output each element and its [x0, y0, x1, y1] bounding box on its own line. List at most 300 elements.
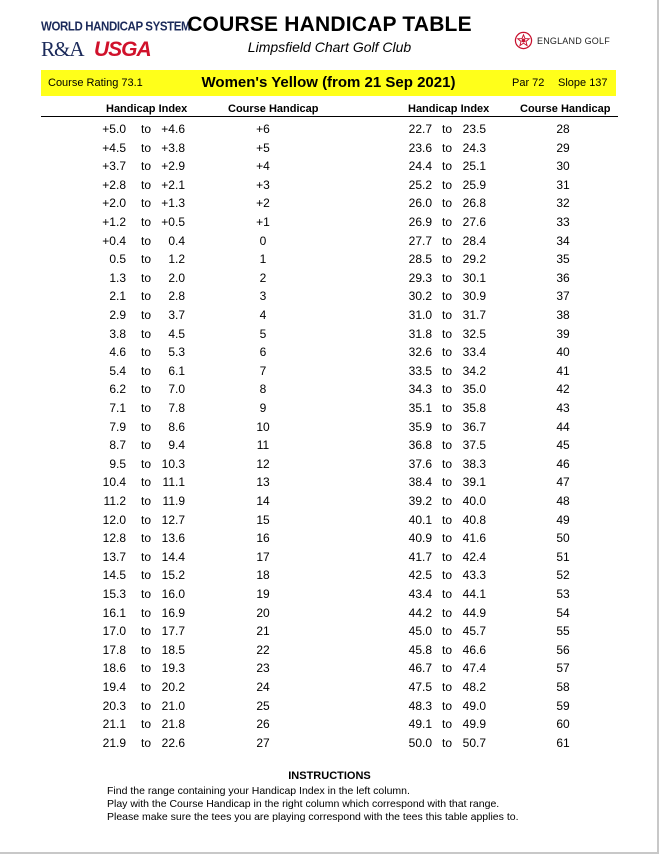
club-name: Limpsfield Chart Golf Club [247, 39, 412, 55]
course-handicap-value: 11 [256, 438, 270, 453]
index-high: 2.0 [168, 270, 185, 285]
index-low: +2.8 [102, 177, 126, 192]
course-handicap-value: 20 [256, 605, 270, 620]
course-handicap-value: 34 [556, 233, 570, 248]
to-word: to [441, 605, 452, 620]
table-row [0, 380, 659, 399]
index-high: +3.8 [161, 140, 185, 155]
index-high: 29.2 [462, 252, 486, 267]
to-word: to [140, 587, 151, 601]
index-low: 22.7 [408, 122, 432, 136]
index-high: 14.4 [161, 549, 185, 564]
index-high: 46.6 [462, 642, 486, 657]
table-row [0, 492, 659, 511]
instruction-line: Play with the Course Handicap in the right column which correspond with that range. [107, 798, 500, 810]
index-high: 28.4 [462, 233, 486, 248]
index-low: 33.5 [408, 363, 432, 378]
index-low: 10.4 [102, 475, 126, 490]
course-handicap-value: +5 [256, 140, 270, 155]
index-low: 4.6 [109, 345, 126, 360]
table-row [0, 473, 659, 492]
index-low: 17.8 [102, 642, 126, 657]
rose-icon [514, 31, 533, 50]
to-word: to [441, 140, 452, 155]
index-high: 0.4 [168, 233, 185, 248]
to-word: to [140, 419, 151, 434]
course-handicap-value: +6 [256, 122, 270, 136]
index-low: 42.5 [408, 568, 432, 583]
index-low: 26.0 [408, 196, 432, 211]
index-low: 18.6 [102, 661, 126, 676]
index-high: 30.1 [462, 270, 486, 285]
to-word: to [140, 363, 151, 378]
index-low: 28.5 [408, 252, 432, 267]
index-low: 7.9 [109, 419, 126, 434]
table-row [0, 362, 659, 381]
index-low: 6.2 [109, 382, 126, 397]
course-handicap-value: 51 [556, 549, 570, 564]
index-high: 43.3 [462, 568, 486, 583]
index-low: 47.5 [408, 680, 432, 694]
course-handicap-value: +2 [256, 196, 270, 211]
table-row [0, 306, 659, 325]
to-word: to [441, 382, 452, 397]
index-low: 35.1 [408, 401, 432, 415]
index-high: 15.2 [161, 568, 185, 583]
course-handicap-value: 58 [556, 680, 570, 694]
course-handicap-value: 54 [556, 605, 570, 620]
right-handicap-index-header: Handicap Index [408, 103, 490, 115]
index-low: 15.3 [102, 587, 126, 601]
index-high: +0.5 [161, 215, 185, 229]
course-handicap-value: 2 [259, 270, 267, 285]
course-handicap-value: 5 [259, 326, 267, 341]
index-high: 42.4 [462, 549, 486, 564]
to-word: to [441, 326, 452, 341]
instructions-title: INSTRUCTIONS [288, 770, 371, 782]
to-word: to [441, 735, 452, 750]
to-word: to [441, 252, 452, 267]
index-low: 12.0 [102, 512, 126, 527]
england-golf-text: ENGLAND GOLF [537, 36, 610, 46]
index-low: 26.9 [408, 215, 432, 229]
index-low: 25.2 [408, 177, 432, 192]
table-row [0, 269, 659, 288]
to-word: to [441, 401, 452, 415]
course-handicap-value: +1 [256, 215, 270, 229]
index-high: 16.0 [161, 587, 185, 601]
index-high: 34.2 [462, 363, 486, 378]
to-word: to [140, 531, 151, 546]
index-high: 32.5 [462, 326, 486, 341]
index-high: 35.0 [462, 382, 486, 397]
index-high: 10.3 [161, 456, 185, 471]
index-low: 14.5 [102, 568, 126, 583]
to-word: to [140, 382, 151, 397]
index-high: 7.8 [168, 401, 185, 415]
index-low: 2.1 [109, 289, 126, 304]
index-high: 21.8 [161, 717, 185, 732]
index-high: 2.8 [168, 289, 185, 304]
index-high: 22.6 [161, 735, 185, 750]
index-high: 38.3 [462, 456, 486, 471]
to-word: to [441, 475, 452, 490]
to-word: to [140, 345, 151, 360]
index-low: +5.0 [102, 122, 126, 136]
course-handicap-value: 48 [556, 494, 570, 508]
index-low: 1.3 [109, 270, 126, 285]
to-word: to [140, 177, 151, 192]
to-word: to [441, 531, 452, 546]
course-handicap-value: 22 [256, 642, 270, 657]
course-handicap-value: 12 [256, 456, 270, 471]
to-word: to [441, 363, 452, 378]
course-handicap-value: 35 [556, 252, 570, 267]
table-row [0, 548, 659, 567]
index-high: 40.8 [462, 512, 486, 527]
index-low: 31.0 [408, 308, 432, 322]
course-handicap-value: 50 [556, 531, 570, 546]
index-low: 45.0 [408, 624, 432, 639]
to-word: to [441, 233, 452, 248]
course-handicap-value: 43 [556, 401, 570, 415]
course-handicap-value: 45 [556, 438, 570, 453]
course-handicap-value: 21 [256, 624, 270, 639]
index-high: 36.7 [462, 419, 486, 434]
to-word: to [441, 587, 452, 601]
index-low: +1.2 [102, 215, 126, 229]
table-row [0, 715, 659, 734]
index-low: 46.7 [408, 661, 432, 676]
index-high: 11.1 [162, 475, 185, 490]
to-word: to [441, 345, 452, 360]
to-word: to [140, 642, 151, 657]
table-row [0, 697, 659, 716]
index-high: 23.5 [462, 122, 486, 136]
course-handicap-value: 0 [259, 233, 267, 248]
index-high: 49.0 [462, 698, 486, 713]
to-word: to [140, 568, 151, 583]
index-high: 44.9 [462, 605, 486, 620]
to-word: to [140, 401, 151, 415]
index-low: 38.4 [408, 475, 432, 490]
index-high: 48.2 [462, 680, 486, 694]
table-row [0, 120, 659, 139]
index-high: +1.3 [161, 196, 185, 211]
table-row [0, 250, 659, 269]
course-handicap-value: 25 [256, 698, 270, 713]
index-high: 27.6 [462, 215, 486, 229]
course-handicap-value: 23 [256, 661, 270, 676]
index-low: 21.1 [102, 717, 126, 732]
index-high: 3.7 [168, 308, 185, 322]
index-low: 44.2 [408, 605, 432, 620]
england-golf-logo [514, 31, 624, 53]
table-row [0, 157, 659, 176]
table-row [0, 511, 659, 530]
to-word: to [140, 512, 151, 527]
course-handicap-value: 28 [556, 122, 570, 136]
index-low: 20.3 [102, 698, 126, 713]
index-high: 4.5 [168, 326, 185, 341]
table-row [0, 399, 659, 418]
course-handicap-value: 29 [556, 140, 570, 155]
index-high: 13.6 [161, 531, 185, 546]
course-handicap-value: 6 [259, 345, 267, 360]
index-high: 21.0 [161, 698, 185, 713]
course-handicap-value: 39 [556, 326, 570, 341]
index-low: 16.1 [102, 605, 126, 620]
to-word: to [140, 122, 151, 136]
to-word: to [140, 308, 151, 322]
index-high: 19.3 [161, 661, 185, 676]
index-low: 49.1 [408, 717, 432, 732]
course-handicap-value: 8 [259, 382, 267, 397]
index-high: 33.4 [462, 345, 486, 360]
table-row [0, 343, 659, 362]
to-word: to [441, 289, 452, 304]
table-row [0, 622, 659, 641]
to-word: to [140, 717, 151, 732]
index-high: +2.9 [161, 159, 185, 174]
table-row [0, 194, 659, 213]
index-low: 8.7 [109, 438, 126, 453]
to-word: to [140, 326, 151, 341]
index-high: 8.6 [168, 419, 185, 434]
index-high: 45.7 [462, 624, 486, 639]
tee-name: Women's Yellow (from 21 Sep 2021) [201, 74, 456, 91]
to-word: to [140, 624, 151, 639]
index-high: 44.1 [462, 587, 486, 601]
usga-logo-text: USGA [94, 38, 151, 61]
to-word: to [140, 270, 151, 285]
index-low: 37.6 [408, 456, 432, 471]
index-low: 40.1 [408, 512, 432, 527]
course-rating: Course Rating 73.1 [48, 77, 143, 89]
to-word: to [140, 661, 151, 676]
index-low: 9.5 [109, 456, 126, 471]
table-row [0, 418, 659, 437]
course-handicap-value: 1 [259, 252, 267, 267]
index-high: 11.9 [162, 494, 185, 508]
to-word: to [140, 680, 151, 694]
ra-logo-text: R&A [41, 37, 84, 61]
to-word: to [441, 270, 452, 285]
index-low: 32.6 [408, 345, 432, 360]
course-handicap-value: 13 [256, 475, 270, 490]
to-word: to [441, 568, 452, 583]
index-high: 25.9 [462, 177, 486, 192]
to-word: to [140, 252, 151, 267]
index-high: 12.7 [161, 512, 185, 527]
course-handicap-value: 31 [556, 177, 570, 192]
to-word: to [140, 289, 151, 304]
index-high: 39.1 [462, 475, 486, 490]
index-low: 17.0 [102, 624, 126, 639]
slope: Slope 137 [558, 77, 608, 89]
index-high: 30.9 [462, 289, 486, 304]
index-low: +4.5 [102, 140, 126, 155]
index-low: 35.9 [408, 419, 432, 434]
course-handicap-value: 19 [256, 587, 270, 601]
index-high: 1.2 [168, 252, 185, 267]
to-word: to [441, 122, 452, 136]
to-word: to [140, 456, 151, 471]
course-handicap-value: 16 [256, 531, 270, 546]
index-low: 0.5 [109, 252, 126, 267]
index-low: +3.7 [102, 159, 126, 174]
index-low: 29.3 [408, 270, 432, 285]
index-low: 45.8 [408, 642, 432, 657]
index-low: 24.4 [408, 159, 432, 174]
to-word: to [140, 475, 151, 490]
to-word: to [441, 177, 452, 192]
course-handicap-value: 47 [556, 475, 570, 490]
index-high: +2.1 [161, 177, 185, 192]
course-handicap-value: 61 [556, 735, 570, 750]
course-handicap-value: 18 [256, 568, 270, 583]
index-low: 2.9 [109, 308, 126, 322]
to-word: to [140, 735, 151, 750]
to-word: to [441, 438, 452, 453]
index-high: 25.1 [462, 159, 486, 174]
table-row [0, 213, 659, 232]
course-handicap-value: 30 [556, 159, 570, 174]
index-low: 30.2 [408, 289, 432, 304]
table-row [0, 455, 659, 474]
to-word: to [140, 215, 151, 229]
index-high: +4.6 [161, 122, 185, 136]
course-handicap-value: +3 [256, 177, 270, 192]
course-handicap-value: 24 [256, 680, 270, 694]
index-high: 40.0 [462, 494, 486, 508]
index-low: 34.3 [408, 382, 432, 397]
index-high: 24.3 [462, 140, 486, 155]
right-course-handicap-header: Course Handicap [520, 103, 611, 115]
to-word: to [441, 308, 452, 322]
index-low: 5.4 [109, 363, 126, 378]
to-word: to [140, 605, 151, 620]
table-row [0, 139, 659, 158]
table-row [0, 436, 659, 455]
index-high: 7.0 [168, 382, 185, 397]
to-word: to [140, 196, 151, 211]
table-row [0, 566, 659, 585]
index-low: 40.9 [408, 531, 432, 546]
to-word: to [441, 717, 452, 732]
index-high: 41.6 [462, 531, 486, 546]
index-low: 3.8 [109, 326, 126, 341]
index-low: 48.3 [408, 698, 432, 713]
course-handicap-value: 9 [259, 401, 267, 415]
page-title: COURSE HANDICAP TABLE [187, 13, 472, 36]
index-high: 18.5 [161, 642, 185, 657]
index-high: 47.4 [462, 661, 486, 676]
course-handicap-value: 49 [556, 512, 570, 527]
index-high: 9.4 [168, 438, 185, 453]
instruction-line: Please make sure the tees you are playing correspond with the tees this table applies to. [107, 811, 519, 823]
course-handicap-value: 36 [556, 270, 570, 285]
whs-logo-text: WORLD HANDICAP SYSTEM [41, 20, 191, 34]
course-handicap-value: 59 [556, 698, 570, 713]
course-handicap-value: 60 [556, 717, 570, 732]
table-row [0, 232, 659, 251]
course-handicap-value: 15 [256, 512, 270, 527]
index-low: +2.0 [102, 196, 126, 211]
to-word: to [140, 438, 151, 453]
table-row [0, 585, 659, 604]
index-low: 41.7 [408, 549, 432, 564]
course-handicap-value: 26 [256, 717, 270, 732]
index-low: 39.2 [408, 494, 432, 508]
to-word: to [441, 642, 452, 657]
index-low: 31.8 [408, 326, 432, 341]
instruction-line: Find the range containing your Handicap Index in the left column. [107, 785, 410, 797]
table-row [0, 529, 659, 548]
to-word: to [441, 549, 452, 564]
index-high: 6.1 [168, 363, 185, 378]
to-word: to [140, 140, 151, 155]
to-word: to [441, 215, 452, 229]
tee-info-band [41, 70, 616, 96]
index-low: 36.8 [408, 438, 432, 453]
par: Par 72 [512, 77, 545, 89]
index-high: 20.2 [161, 680, 185, 694]
to-word: to [441, 698, 452, 713]
index-high: 26.8 [462, 196, 486, 211]
course-handicap-value: 56 [556, 642, 570, 657]
index-high: 35.8 [462, 401, 486, 415]
index-low: 27.7 [408, 233, 432, 248]
course-handicap-value: 41 [556, 363, 570, 378]
index-high: 49.9 [462, 717, 486, 732]
course-handicap-value: 42 [556, 382, 570, 397]
course-handicap-value: 57 [556, 661, 570, 676]
to-word: to [140, 494, 151, 508]
course-handicap-value: 40 [556, 345, 570, 360]
course-handicap-value: 14 [256, 494, 270, 508]
left-handicap-index-header: Handicap Index [106, 103, 188, 115]
index-high: 37.5 [462, 438, 486, 453]
table-row [0, 734, 659, 753]
index-low: +0.4 [102, 233, 126, 248]
to-word: to [140, 549, 151, 564]
course-handicap-value: +4 [256, 159, 270, 174]
table-row [0, 176, 659, 195]
course-handicap-value: 33 [556, 215, 570, 229]
index-low: 21.9 [102, 735, 126, 750]
left-course-handicap-header: Course Handicap [228, 103, 319, 115]
to-word: to [441, 624, 452, 639]
table-row [0, 287, 659, 306]
course-handicap-value: 44 [556, 419, 570, 434]
to-word: to [441, 419, 452, 434]
index-low: 50.0 [408, 735, 432, 750]
index-low: 11.2 [103, 494, 126, 508]
course-handicap-value: 27 [256, 735, 270, 750]
to-word: to [441, 159, 452, 174]
course-handicap-value: 52 [556, 568, 570, 583]
to-word: to [140, 698, 151, 713]
course-handicap-value: 17 [256, 549, 270, 564]
course-handicap-value: 4 [259, 308, 267, 322]
course-handicap-value: 37 [556, 289, 570, 304]
index-low: 13.7 [102, 549, 126, 564]
index-high: 5.3 [168, 345, 185, 360]
table-row [0, 659, 659, 678]
to-word: to [441, 680, 452, 694]
table-row [0, 604, 659, 623]
